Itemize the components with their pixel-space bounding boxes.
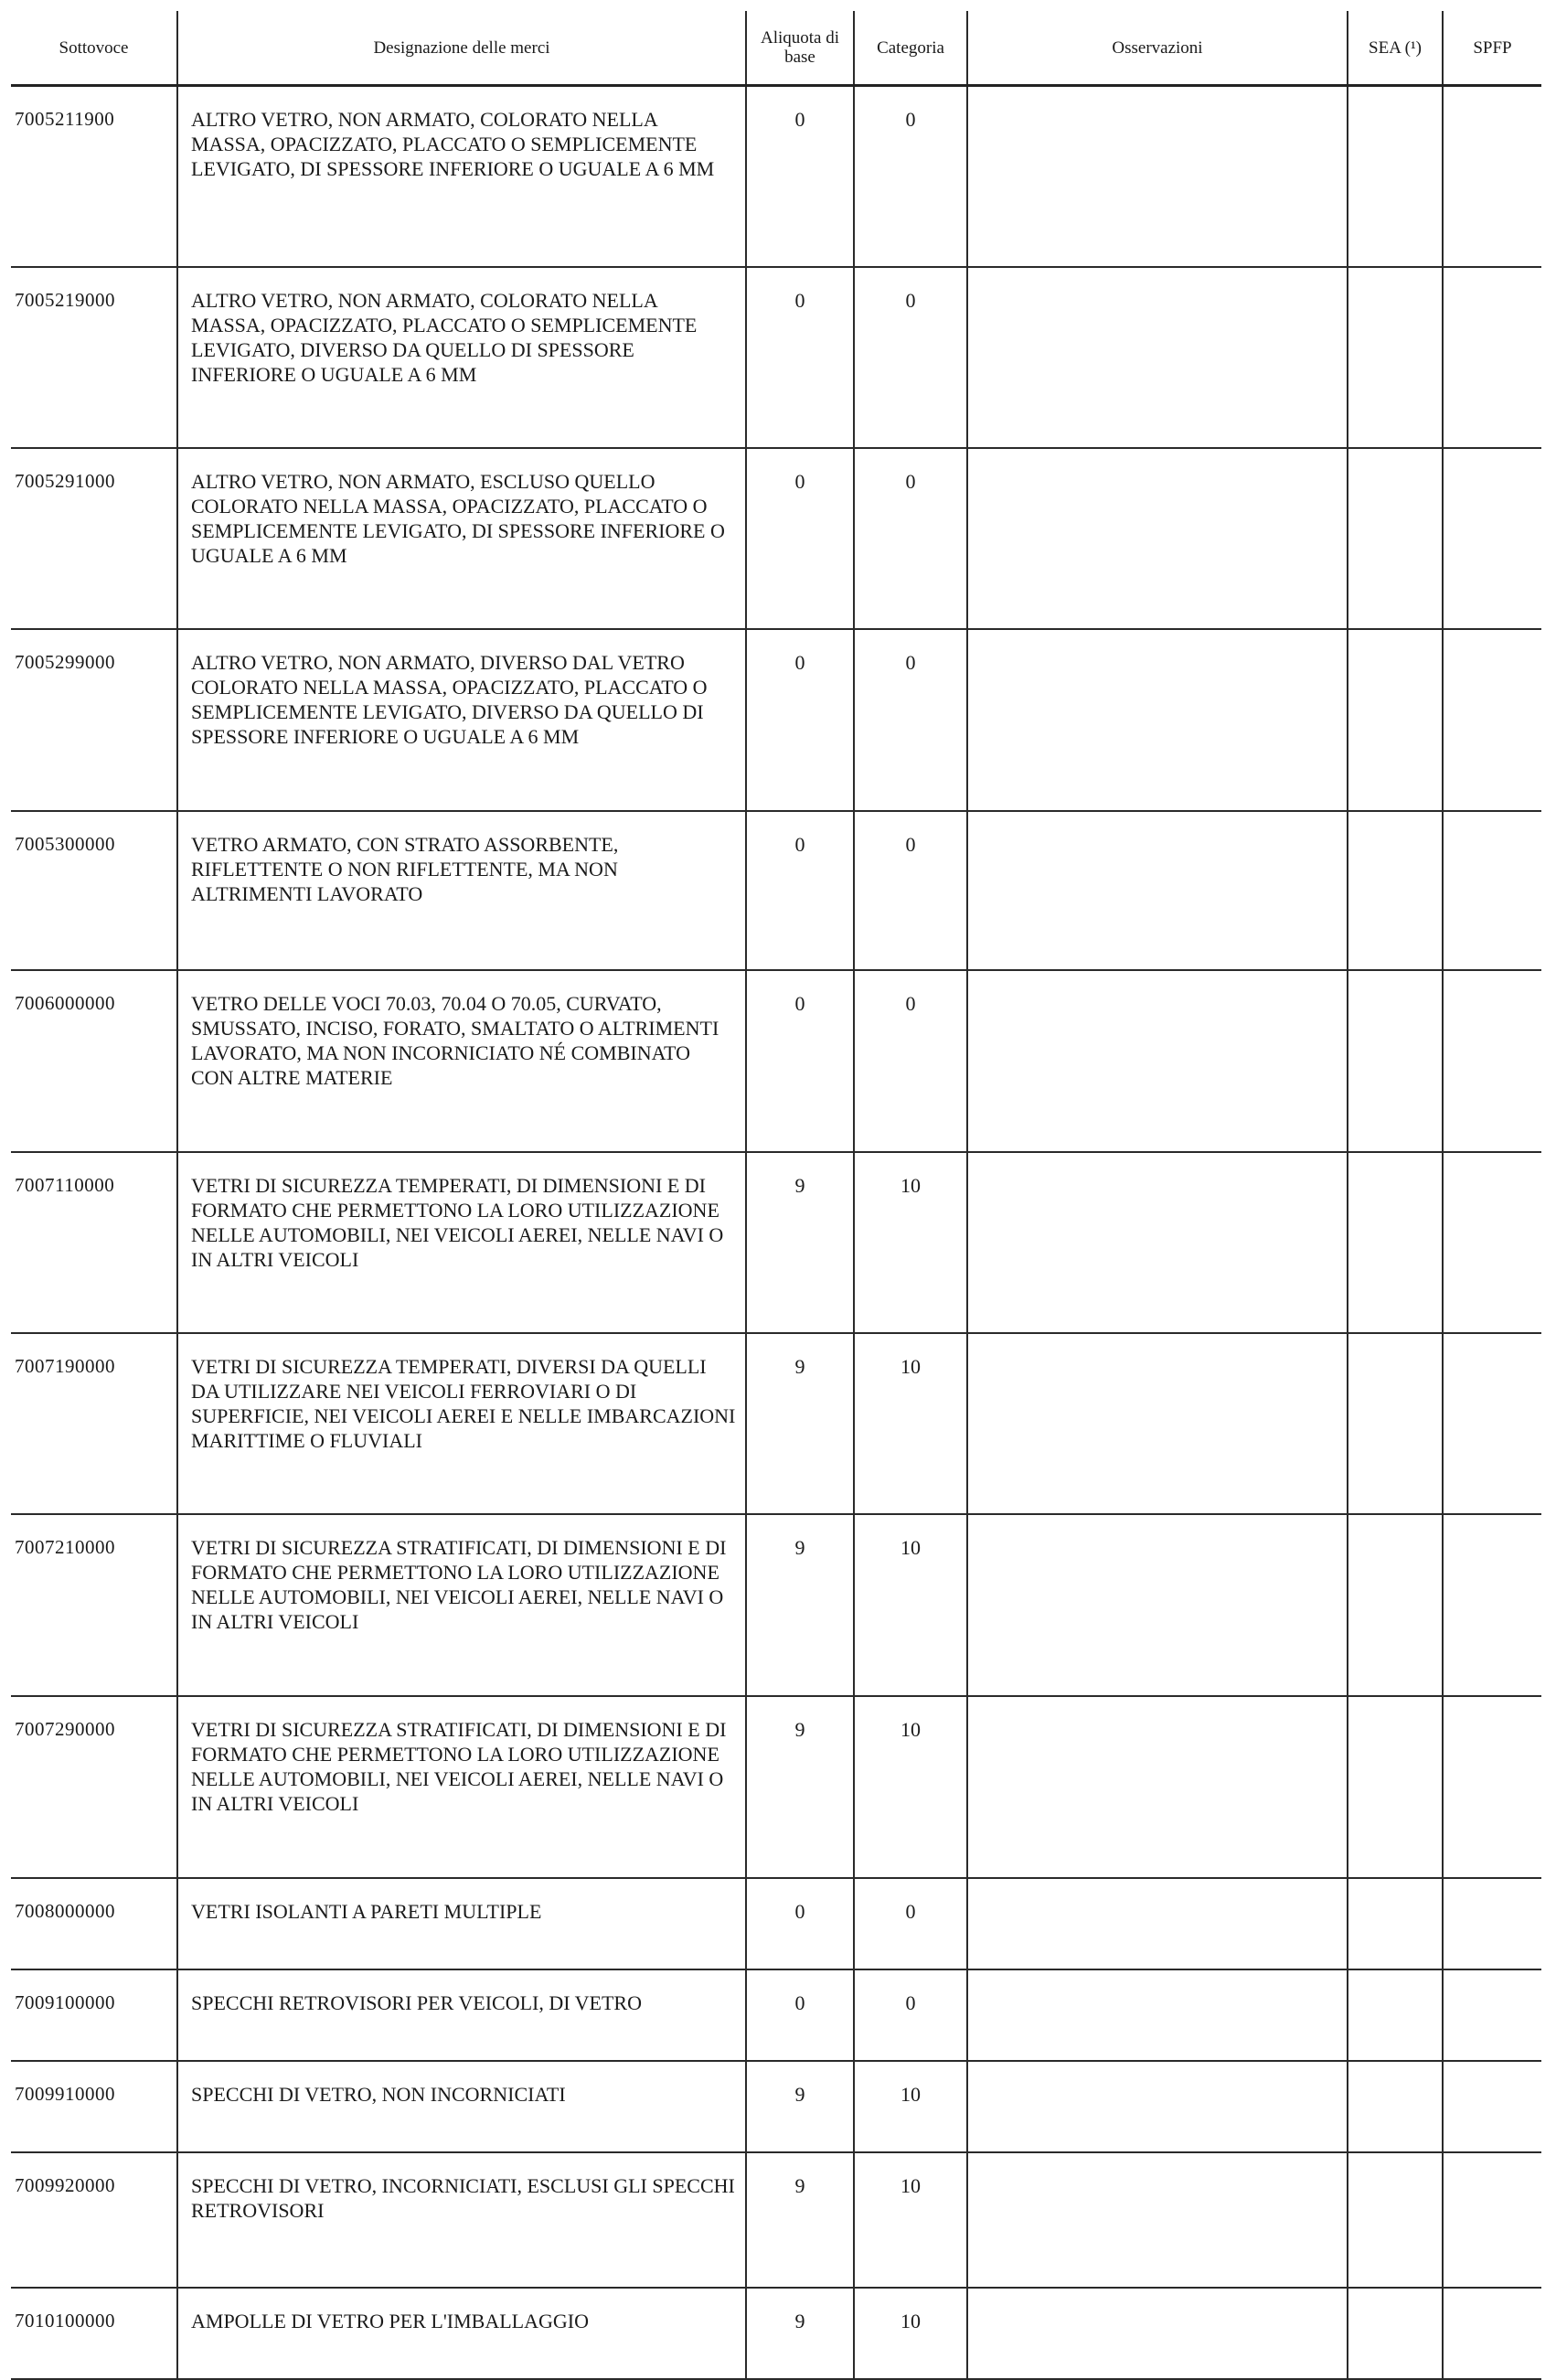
cell-category: 10	[854, 1514, 967, 1696]
cell-spfp	[1443, 1514, 1541, 1696]
header-base-rate: Aliquota di base	[746, 11, 854, 86]
table-row	[11, 1152, 1541, 1333]
cell-code: 7009910000	[11, 2061, 177, 2152]
cell-code: 7009100000	[11, 1969, 177, 2061]
cell-category: 10	[854, 1152, 967, 1333]
cell-spfp	[1443, 86, 1541, 268]
cell-spfp	[1443, 1969, 1541, 2061]
cell-sea	[1348, 267, 1443, 448]
cell-base-rate: 0	[746, 970, 854, 1152]
table-row	[11, 629, 1541, 811]
cell-spfp	[1443, 2152, 1541, 2288]
cell-description: VETRI ISOLANTI A PARETI MULTIPLE	[177, 1878, 746, 1969]
header-spfp: SPFP	[1443, 11, 1541, 86]
cell-base-rate: 9	[746, 2288, 854, 2379]
cell-category: 10	[854, 1696, 967, 1878]
table-row	[11, 811, 1541, 970]
cell-base-rate: 9	[746, 2061, 854, 2152]
table-row	[11, 970, 1541, 1152]
cell-remarks	[967, 2061, 1348, 2152]
cell-base-rate: 9	[746, 1333, 854, 1514]
cell-remarks	[967, 1514, 1348, 1696]
cell-remarks	[967, 267, 1348, 448]
cell-base-rate: 9	[746, 1696, 854, 1878]
cell-category: 0	[854, 448, 967, 629]
cell-remarks	[967, 1152, 1348, 1333]
cell-category: 10	[854, 2152, 967, 2288]
cell-spfp	[1443, 448, 1541, 629]
cell-remarks	[967, 811, 1348, 970]
cell-spfp	[1443, 970, 1541, 1152]
header-description: Designazione delle merci	[177, 11, 746, 86]
cell-sea	[1348, 629, 1443, 811]
table-row	[11, 448, 1541, 629]
cell-code: 7007290000	[11, 1696, 177, 1878]
cell-sea	[1348, 811, 1443, 970]
cell-spfp	[1443, 1152, 1541, 1333]
cell-spfp	[1443, 1878, 1541, 1969]
cell-category: 10	[854, 2061, 967, 2152]
cell-category: 10	[854, 2288, 967, 2379]
cell-sea	[1348, 2061, 1443, 2152]
cell-base-rate: 9	[746, 2152, 854, 2288]
cell-sea	[1348, 1152, 1443, 1333]
cell-category: 0	[854, 86, 967, 268]
cell-code: 7005211900	[11, 86, 177, 268]
header-code: Sottovoce	[11, 11, 177, 86]
header-remarks: Osservazioni	[967, 11, 1348, 86]
cell-sea	[1348, 2152, 1443, 2288]
cell-sea	[1348, 86, 1443, 268]
cell-base-rate: 0	[746, 267, 854, 448]
cell-category: 0	[854, 629, 967, 811]
cell-code: 7008000000	[11, 1878, 177, 1969]
table-row	[11, 2152, 1541, 2288]
cell-category: 0	[854, 1969, 967, 2061]
cell-remarks	[967, 2152, 1348, 2288]
cell-remarks	[967, 1696, 1348, 1878]
cell-description: VETRI DI SICUREZZA TEMPERATI, DI DIMENSIONI E DI FORMATO CHE PERMETTONO LA LORO UTILIZZAZIONE NELLE AUTOMOBILI, NEI VEICOLI AEREI, NELLE NAVI O IN ALTRI VEICOLI	[177, 1152, 746, 1333]
cell-category: 0	[854, 811, 967, 970]
cell-sea	[1348, 448, 1443, 629]
cell-code: 7007190000	[11, 1333, 177, 1514]
cell-base-rate: 0	[746, 811, 854, 970]
table-row	[11, 1333, 1541, 1514]
cell-spfp	[1443, 1333, 1541, 1514]
table-body	[11, 86, 1541, 2380]
cell-remarks	[967, 1878, 1348, 1969]
cell-sea	[1348, 1514, 1443, 1696]
cell-base-rate: 0	[746, 629, 854, 811]
cell-remarks	[967, 970, 1348, 1152]
cell-remarks	[967, 448, 1348, 629]
table-row	[11, 1696, 1541, 1878]
cell-base-rate: 9	[746, 1514, 854, 1696]
cell-spfp	[1443, 2061, 1541, 2152]
cell-spfp	[1443, 811, 1541, 970]
header-sea: SEA (¹)	[1348, 11, 1443, 86]
table-row	[11, 1969, 1541, 2061]
cell-code: 7007110000	[11, 1152, 177, 1333]
cell-base-rate: 0	[746, 86, 854, 268]
cell-spfp	[1443, 2288, 1541, 2379]
cell-code: 7005291000	[11, 448, 177, 629]
cell-spfp	[1443, 629, 1541, 811]
cell-description: VETRI DI SICUREZZA TEMPERATI, DIVERSI DA QUELLI DA UTILIZZARE NEI VEICOLI FERROVIARI O DI SUPERFICIE, NEI VEICOLI AEREI E NELLE IMBARCAZIONI MARITTIME O FLUVIALI	[177, 1333, 746, 1514]
cell-description: VETRO DELLE VOCI 70.03, 70.04 O 70.05, CURVATO, SMUSSATO, INCISO, FORATO, SMALTATO O ALTRIMENTI LAVORATO, MA NON INCORNICIATO NÉ COMBINATO CON ALTRE MATERIE	[177, 970, 746, 1152]
cell-sea	[1348, 1878, 1443, 1969]
cell-description: AMPOLLE DI VETRO PER L'IMBALLAGGIO	[177, 2288, 746, 2379]
cell-description: VETRO ARMATO, CON STRATO ASSORBENTE, RIFLETTENTE O NON RIFLETTENTE, MA NON ALTRIMENTI LAVORATO	[177, 811, 746, 970]
cell-description: ALTRO VETRO, NON ARMATO, DIVERSO DAL VETRO COLORATO NELLA MASSA, OPACIZZATO, PLACCATO O SEMPLICEMENTE LEVIGATO, DIVERSO DA QUELLO DI SPESSORE INFERIORE O UGUALE A 6 MM	[177, 629, 746, 811]
tariff-table	[11, 11, 1541, 2380]
cell-description: SPECCHI DI VETRO, NON INCORNICIATI	[177, 2061, 746, 2152]
cell-remarks	[967, 86, 1348, 268]
cell-code: 7007210000	[11, 1514, 177, 1696]
cell-code: 7005219000	[11, 267, 177, 448]
cell-sea	[1348, 1969, 1443, 2061]
cell-remarks	[967, 2288, 1348, 2379]
cell-sea	[1348, 2288, 1443, 2379]
cell-category: 10	[854, 1333, 967, 1514]
cell-code: 7005299000	[11, 629, 177, 811]
cell-code: 7009920000	[11, 2152, 177, 2288]
cell-category: 0	[854, 970, 967, 1152]
cell-description: SPECCHI RETROVISORI PER VEICOLI, DI VETRO	[177, 1969, 746, 2061]
table-row	[11, 1878, 1541, 1969]
cell-remarks	[967, 1333, 1348, 1514]
cell-base-rate: 9	[746, 1152, 854, 1333]
cell-category: 0	[854, 1878, 967, 1969]
cell-remarks	[967, 1969, 1348, 2061]
cell-description: ALTRO VETRO, NON ARMATO, COLORATO NELLA MASSA, OPACIZZATO, PLACCATO O SEMPLICEMENTE LEVIGATO, DI SPESSORE INFERIORE O UGUALE A 6 MM	[177, 86, 746, 268]
cell-base-rate: 0	[746, 1969, 854, 2061]
cell-code: 7010100000	[11, 2288, 177, 2379]
cell-code: 7005300000	[11, 811, 177, 970]
cell-description: SPECCHI DI VETRO, INCORNICIATI, ESCLUSI GLI SPECCHI RETROVISORI	[177, 2152, 746, 2288]
table-row	[11, 267, 1541, 448]
table-header	[11, 11, 1541, 86]
cell-sea	[1348, 1696, 1443, 1878]
cell-base-rate: 0	[746, 448, 854, 629]
cell-base-rate: 0	[746, 1878, 854, 1969]
cell-description: VETRI DI SICUREZZA STRATIFICATI, DI DIMENSIONI E DI FORMATO CHE PERMETTONO LA LORO UTILIZZAZIONE NELLE AUTOMOBILI, NEI VEICOLI AEREI, NELLE NAVI O IN ALTRI VEICOLI	[177, 1696, 746, 1878]
cell-remarks	[967, 629, 1348, 811]
cell-description: ALTRO VETRO, NON ARMATO, ESCLUSO QUELLO COLORATO NELLA MASSA, OPACIZZATO, PLACCATO O SEMPLICEMENTE LEVIGATO, DI SPESSORE INFERIORE O UGUALE A 6 MM	[177, 448, 746, 629]
table-row	[11, 86, 1541, 268]
table-row	[11, 2061, 1541, 2152]
cell-description: VETRI DI SICUREZZA STRATIFICATI, DI DIMENSIONI E DI FORMATO CHE PERMETTONO LA LORO UTILIZZAZIONE NELLE AUTOMOBILI, NEI VEICOLI AEREI, NELLE NAVI O IN ALTRI VEICOLI	[177, 1514, 746, 1696]
cell-code: 7006000000	[11, 970, 177, 1152]
cell-spfp	[1443, 267, 1541, 448]
header-row	[11, 11, 1541, 86]
cell-sea	[1348, 970, 1443, 1152]
cell-spfp	[1443, 1696, 1541, 1878]
cell-description: ALTRO VETRO, NON ARMATO, COLORATO NELLA MASSA, OPACIZZATO, PLACCATO O SEMPLICEMENTE LEVIGATO, DIVERSO DA QUELLO DI SPESSORE INFERIORE O UGUALE A 6 MM	[177, 267, 746, 448]
cell-category: 0	[854, 267, 967, 448]
header-category: Categoria	[854, 11, 967, 86]
table-row	[11, 2288, 1541, 2379]
cell-sea	[1348, 1333, 1443, 1514]
table-row	[11, 1514, 1541, 1696]
